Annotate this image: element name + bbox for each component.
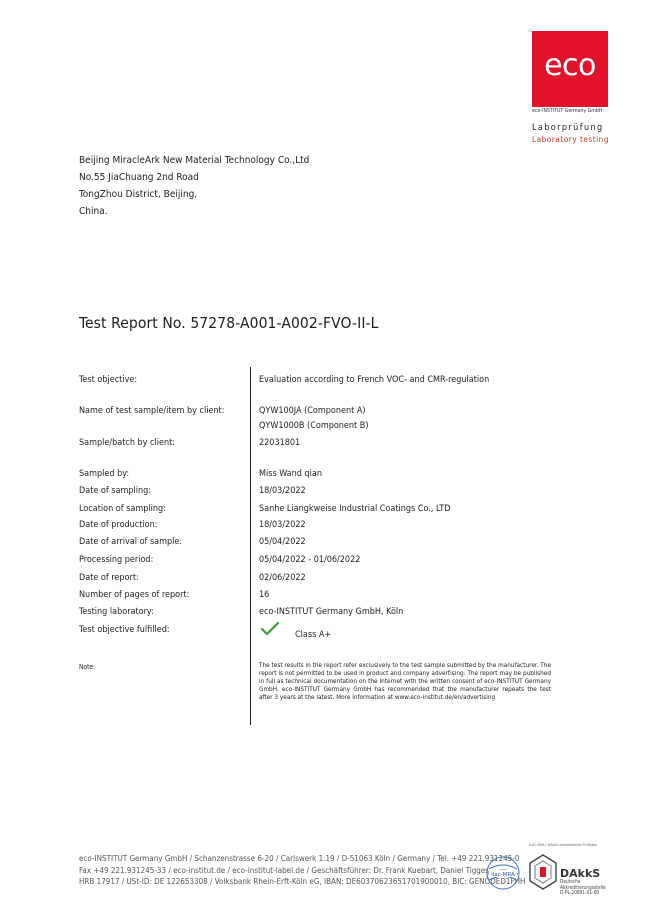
note-label: Note: <box>79 663 96 671</box>
address-line: No.55 JiaChuang 2nd Road <box>79 172 199 183</box>
address-line: TongZhou District, Beijing, <box>79 189 198 200</box>
sample-name-value-1: QYW100JA (Component A) <box>259 406 366 416</box>
laboratory-value: eco-INSTITUT Germany GmbH, Köln <box>259 607 404 617</box>
dakks-name: DAkkS <box>560 867 601 880</box>
footer-address <box>79 853 525 888</box>
laboratory-label: Testing laboratory: <box>79 607 154 617</box>
ilac-text: ilac-MRA <box>491 872 515 878</box>
footer-line: Fax +49 221.931245-33 / eco-institut.de / eco-institut-label.de / Geschäftsführer: Dr. Frank Kuebart, Daniel Tigges <box>79 865 490 875</box>
checkmark-icon <box>261 621 279 637</box>
date-sampling-value: 18/03/2022 <box>259 486 306 496</box>
sample-name-label: Name of test sample/item by client: <box>79 406 225 416</box>
batch-label: Sample/batch by client: <box>79 438 175 448</box>
dakks-sub-line: Akkreditierungsstelle <box>560 885 606 891</box>
logo-company-name: eco-INSTITUT Germany GmbH <box>532 108 603 114</box>
pages-value: 16 <box>259 590 270 600</box>
dakks-subtitle <box>560 880 606 897</box>
batch-value: 22031801 <box>259 438 301 448</box>
logo-word: eco <box>544 48 596 83</box>
production-value: 18/03/2022 <box>259 520 306 530</box>
location-value: Sanhe Liangkweise Industrial Coatings Co., LTD <box>259 504 451 514</box>
report-title: Test Report No. 57278-A001-A002-FVO-II-L <box>79 314 379 332</box>
recipient-address <box>79 152 309 220</box>
processing-value: 05/04/2022 - 01/06/2022 <box>259 555 361 565</box>
report-date-label: Date of report: <box>79 573 139 583</box>
arrival-value: 05/04/2022 <box>259 537 306 547</box>
pages-label: Number of pages of report: <box>79 590 190 600</box>
column-divider <box>250 367 251 725</box>
location-label: Location of sampling: <box>79 504 166 514</box>
ilac-mra-logo-icon <box>485 855 521 891</box>
objective-label: Test objective: <box>79 375 138 385</box>
processing-label: Processing period: <box>79 555 154 565</box>
objective-value: Evaluation according to French VOC- and CMR-regulation <box>259 375 490 385</box>
dakks-sub-line: Deutsche <box>560 880 581 885</box>
fulfilled-value: Class A+ <box>295 630 332 640</box>
date-sampling-label: Date of sampling: <box>79 486 152 496</box>
lab-label-en: Laboratory testing <box>532 134 609 144</box>
sampled-by-label: Sampled by: <box>79 469 130 479</box>
dakks-logo-icon <box>528 853 558 891</box>
report-date-value: 02/06/2022 <box>259 573 306 583</box>
production-label: Date of production: <box>79 520 158 530</box>
fulfilled-label: Test objective fulfilled: <box>79 625 170 635</box>
accreditation-note: ILAC-MRA / DAkkS akkreditiertes Prüflabor <box>529 843 598 847</box>
sampled-by-value: Miss Wand qian <box>259 469 322 479</box>
lab-label-de: Laborprüfung <box>532 123 604 133</box>
footer-line: HRB 17917 / USt-ID: DE 122653308 / Volksbank Rhein-Erft-Köln eG, IBAN: DE60370623651701900010, BIC: GENODED1FHH <box>79 877 526 886</box>
eco-logo <box>532 31 608 107</box>
footer-line: eco-INSTITUT Germany GmbH / Schanzenstrasse 6-20 / Carlswerk 1.19 / D-51063 Köln / Germany / Tel. +49 221.931245-0 <box>79 854 520 863</box>
address-line: Beijing MiracleArk New Material Technology Co.,Ltd <box>79 155 310 166</box>
address-line: China. <box>79 206 108 217</box>
dakks-sub-line: D-PL-20891-01-00 <box>560 891 600 897</box>
sample-name-value-2: QYW1000B (Component B) <box>259 421 369 431</box>
note-text: The test results in the report refer exclusively to the test sample submitted by the manufacturer. The report is not permitted to be used in product and company advertising. The report may be published in full as technical documentation on the Internet with the written consent of eco-INSTITUT Germany GmbH. eco-INSTITUT Germany GmbH has recommended that the manufacturer repeats the test after 3 years at the latest. More information at www.eco-institut.de/en/advertising <box>259 661 551 702</box>
arrival-label: Date of arrival of sample: <box>79 537 183 547</box>
